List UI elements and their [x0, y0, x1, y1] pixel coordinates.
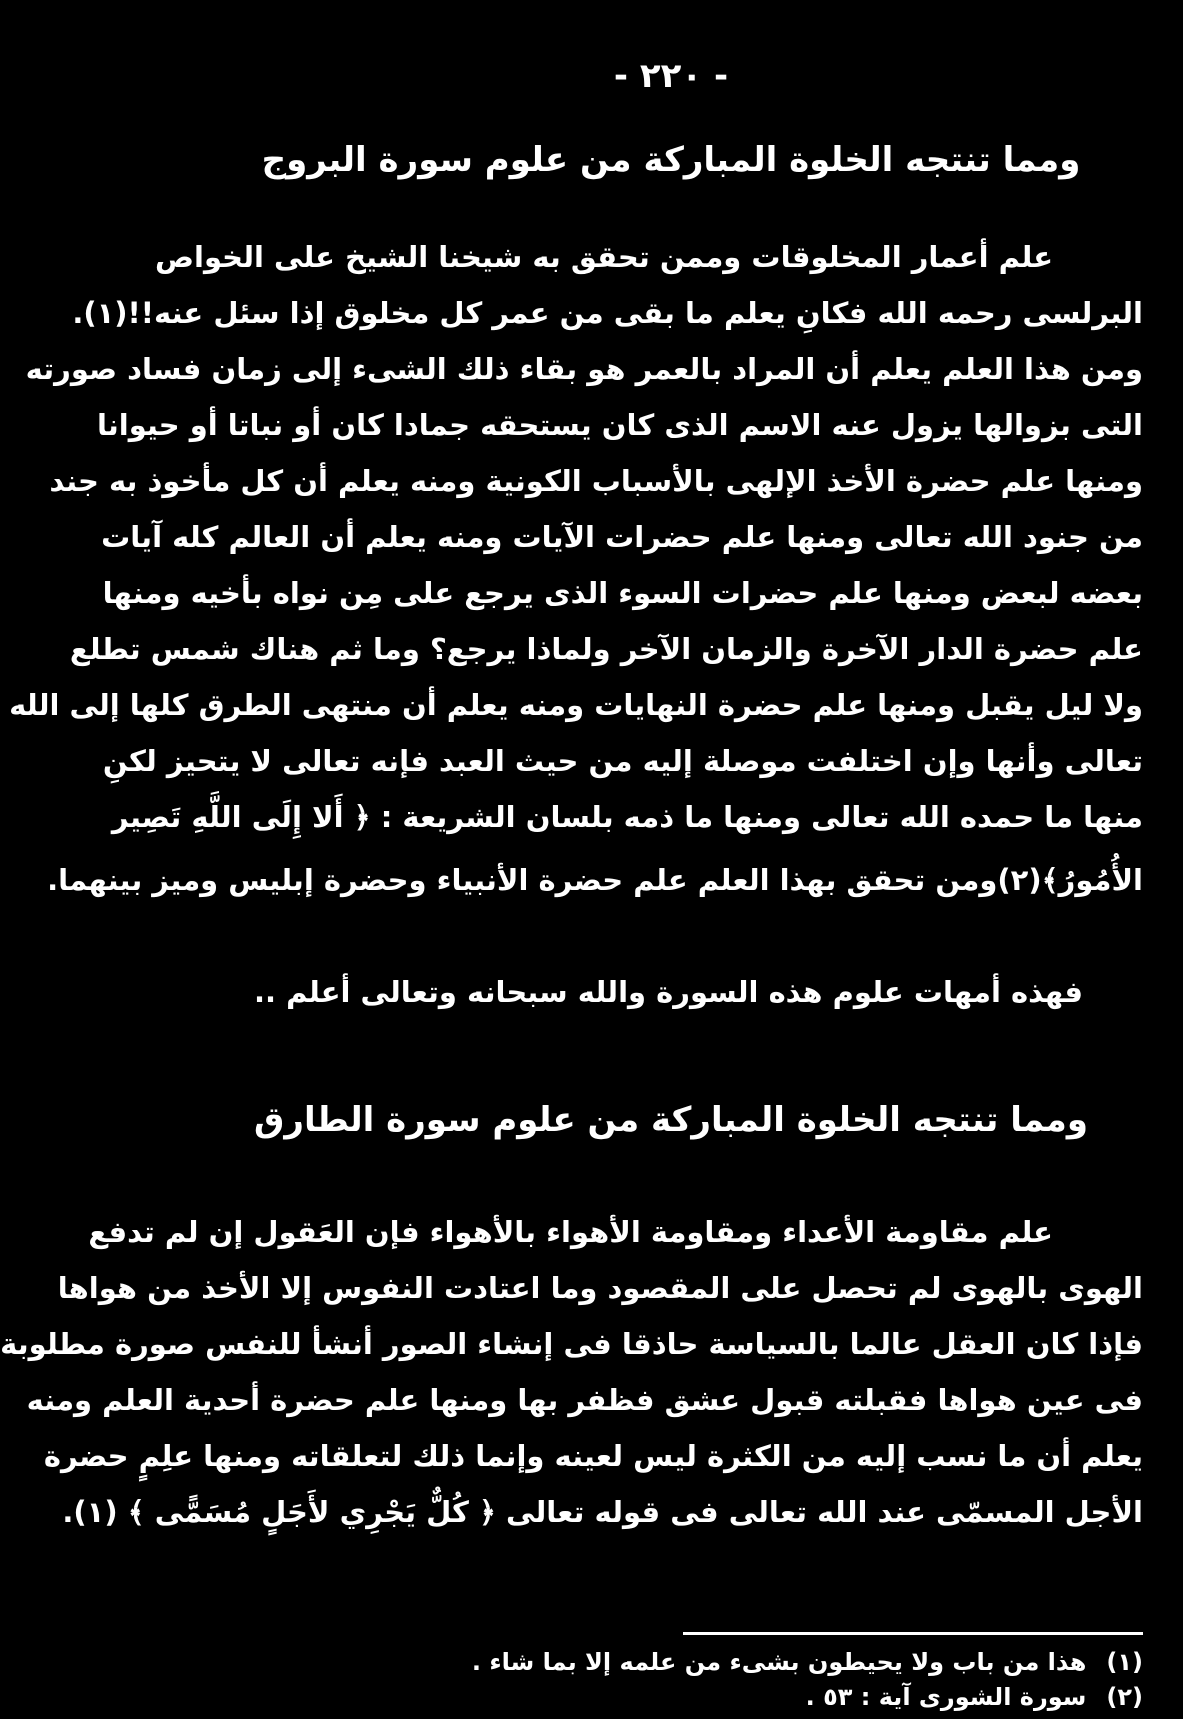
paragraph-line: علم حضرة الدار الآخرة والزمان الآخر ولماذا يرجع؟ وما ثم هناك شمس تطلع [69, 632, 1143, 666]
paragraph-line: منها ما حمده الله تعالى ومنها ما ذمه بلسان الشريعة : ﴿ أَلا إِلَى اللَّهِ تَصِير [111, 800, 1143, 834]
paragraph-line: من جنود الله تعالى ومنها علم حضرات الآيات ومنه يعلم أن العالم كله آيات [101, 520, 1143, 554]
section-heading-tariq: ومما تنتجه الخلوة المباركة من علوم سورة الطارق [254, 1100, 1088, 1140]
paragraph-line: الأُمُورُ﴾(٢)ومن تحقق بهذا العلم علم حضرة الأنبياء وحضرة إبليس وميز بينهما. [47, 863, 1143, 897]
footnote-number: (١) [1106, 1648, 1143, 1676]
paragraph-line: ومن هذا العلم يعلم أن المراد بالعمر هو بقاء ذلك الشىء إلى زمان فساد صورته [25, 352, 1143, 386]
paragraph-line: تعالى وأنها وإن اختلفت موصلة إليه من حيث العبد فإنه تعالى لا يتحيز لكنِ [102, 744, 1143, 778]
paragraph-line: يعلم أن ما نسب إليه من الكثرة ليس لعينه وإنما ذلك لتعلقاته ومنها علِمٍ حضرة [43, 1439, 1143, 1473]
closing-line: فهذه أمهات علوم هذه السورة والله سبحانه وتعالى أعلم .. [253, 975, 1083, 1009]
paragraph-line: ولا ليل يقبل ومنها علم حضرة النهايات ومنه يعلم أن منتهى الطرق كلها إلى الله [9, 688, 1143, 722]
page-number: - ٢٢٠ - [613, 56, 729, 96]
footnote-number: (٢) [1106, 1683, 1143, 1711]
paragraph-line: البرلسى رحمه الله فكانِ يعلم ما بقى من عمر كل مخلوق إذا سئل عنه!!(١). [72, 296, 1143, 330]
paragraph-line: بعضه لبعض ومنها علم حضرات السوء الذى يرجع على مِن نواه بأخيه ومنها [102, 576, 1143, 610]
footnote-text: سورة الشورى آية : ٥٣ . [805, 1683, 1087, 1711]
paragraph-line: الهوى بالهوى لم تحصل على المقصود وما اعتادت النفوس إلا الأخذ من هواها [57, 1271, 1143, 1305]
paragraph-line: علم مقاومة الأعداء ومقاومة الأهواء بالأهواء فإن العَقول إن لم تدفع [88, 1215, 1053, 1249]
paragraph-line: ومنها علم حضرة الأخذ الإلهى بالأسباب الكونية ومنه يعلم أن كل مأخوذ به جند [49, 464, 1143, 498]
paragraph-line: فى عين هواها فقبلته قبول عشق فظفر بها ومنها علم حضرة أحدية العلم ومنه [26, 1383, 1143, 1417]
paragraph-line: فإذا كان العقل عالما بالسياسة حاذقا فى إنشاء الصور أنشأ للنفس صورة مطلوبة [0, 1327, 1143, 1361]
footnote [199, 1683, 1143, 1711]
footnote-text: هذا من باب ولا يحيطون بشىء من علمه إلا بما شاء . [471, 1648, 1087, 1676]
paragraph-line: علم أعمار المخلوقات وممن تحقق به شيخنا الشيخ على الخواص [155, 240, 1053, 274]
footnote [199, 1648, 1143, 1676]
section-heading-buruj: ومما تنتجه الخلوة المباركة من علوم سورة البروج [261, 140, 1081, 180]
paragraph-line: التى بزوالها يزول عنه الاسم الذى كان يستحقه جمادا كان أو نباتا أو حيوانا [96, 408, 1143, 442]
paragraph-line: الأجل المسمّى عند الله تعالى فى قوله تعالى ﴿ كُلٌّ يَجْرِي لأَجَلٍ مُسَمًّى ﴾ (١). [62, 1495, 1143, 1529]
footnote-divider [683, 1632, 1143, 1635]
